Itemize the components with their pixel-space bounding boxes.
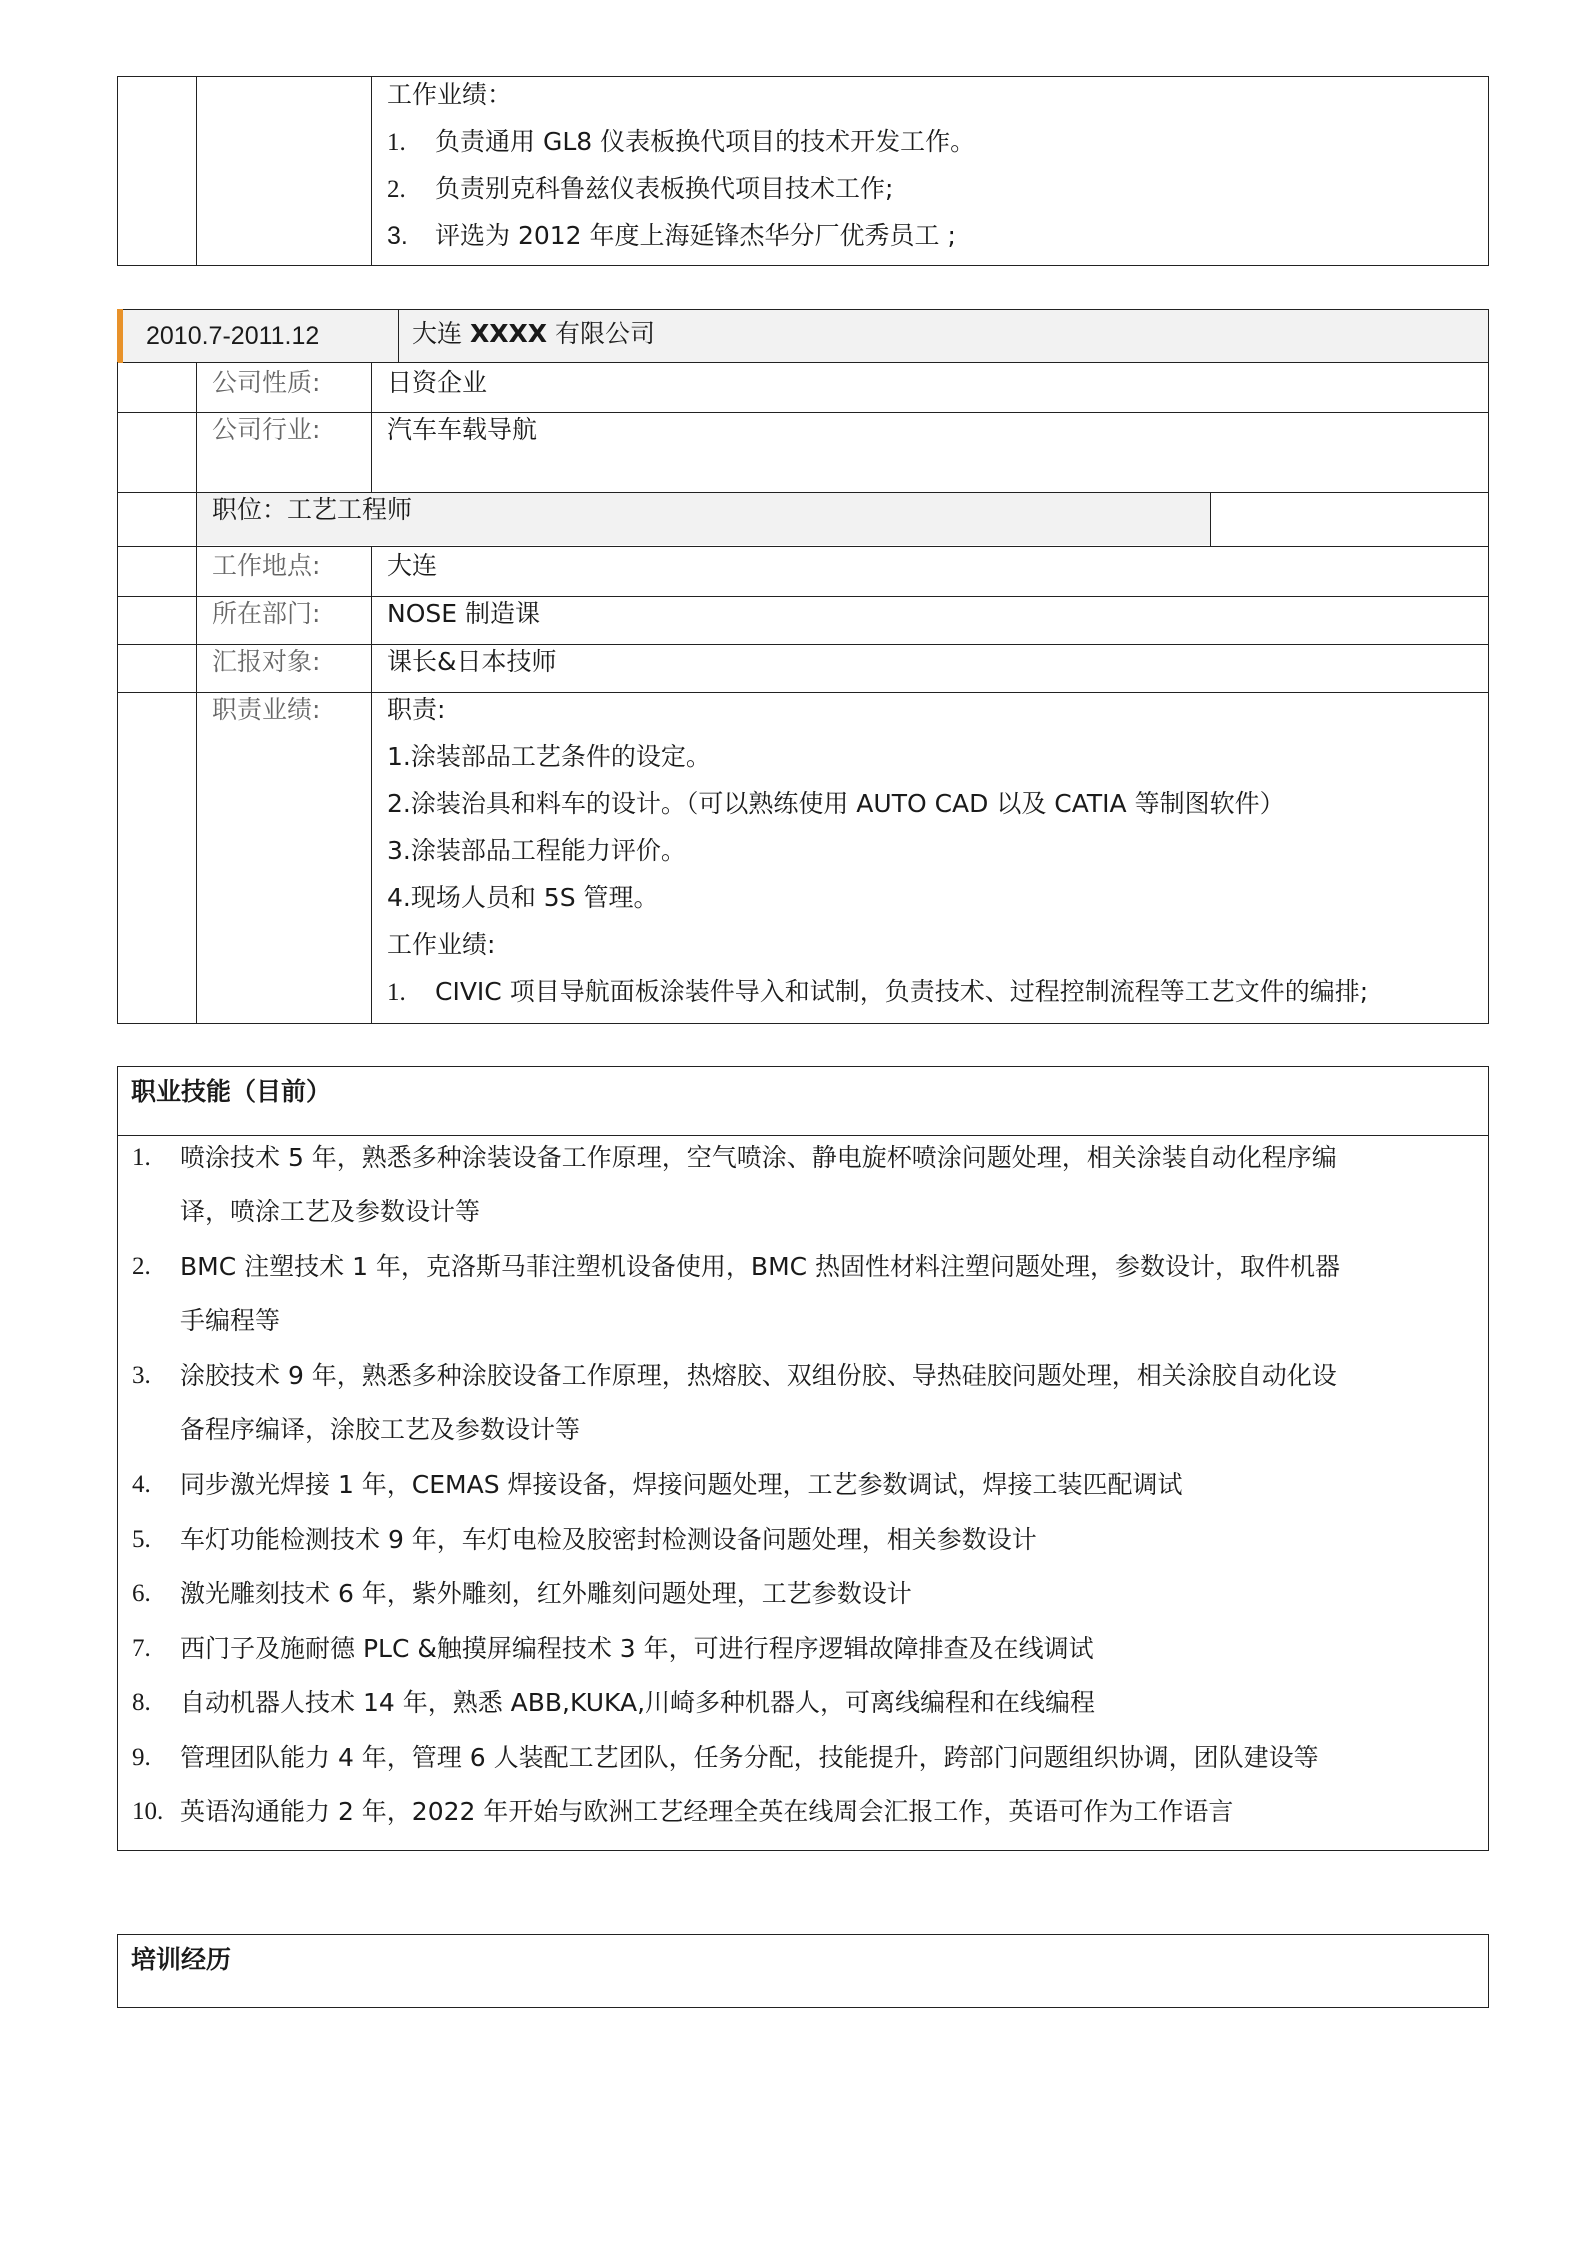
skill-item	[132, 1131, 1482, 1239]
duty-item: 4.现场人员和 5S 管理。	[387, 883, 659, 912]
row-divider	[117, 644, 1489, 645]
list-number: 10.	[132, 1798, 164, 1825]
skill-item	[132, 1458, 1482, 1512]
row-divider	[117, 412, 1489, 413]
job1-col-divider-1	[196, 76, 197, 266]
duty-item: 2.涂装治具和料车的设计。（可以熟练使用 AUTO CAD 以及 CATIA 等制图软件）	[387, 789, 1285, 818]
list-number: 1.	[132, 1144, 151, 1171]
skill-item	[132, 1349, 1482, 1457]
skill-line-1: 车灯功能检测技术 9 年，车灯电检及胶密封检测设备问题处理，相关参数设计	[180, 1525, 1037, 1554]
training-table	[117, 1934, 1489, 2008]
skill-line-2: 备程序编译，涂胶工艺及参数设计等	[180, 1415, 581, 1444]
skill-line-1: 激光雕刻技术 6 年，紫外雕刻，红外雕刻问题处理，工艺参数设计	[180, 1579, 912, 1608]
list-number: 3.	[387, 222, 408, 250]
skill-item	[132, 1676, 1482, 1730]
list-number: 7.	[132, 1635, 151, 1662]
list-number: 2.	[132, 1253, 151, 1280]
list-number: 6.	[132, 1580, 151, 1607]
job2-position-divider	[1210, 492, 1211, 546]
skill-line-2: 手编程等	[180, 1306, 281, 1335]
row-divider	[117, 596, 1489, 597]
skill-item	[132, 1785, 1482, 1839]
list-text: 负责别克科鲁兹仪表板换代项目技术工作;	[435, 174, 894, 203]
list-text: 评选为 2012 年度上海延锋杰华分厂优秀员工 ;	[435, 221, 956, 250]
company-suffix: 有限公司	[547, 319, 656, 348]
job2-header-divider	[398, 309, 399, 363]
list-number: 9.	[132, 1744, 151, 1771]
job2-col-divider-2a	[371, 362, 372, 492]
job2-col-divider-2b	[371, 546, 372, 1024]
duty-title: 职责:	[387, 695, 446, 724]
job2-achievement-item	[387, 976, 1368, 1009]
job1-item-2	[387, 173, 893, 206]
row-divider	[117, 546, 1489, 547]
duty-item: 3.涂装部品工程能力评价。	[387, 836, 686, 865]
list-number: 1.	[387, 979, 406, 1006]
industry-value: 汽车车载导航	[387, 415, 538, 444]
report-value: 课长&日本技师	[387, 647, 557, 676]
nature-value: 日资企业	[387, 368, 488, 397]
skill-line-1: 西门子及施耐德 PLC &触摸屏编程技术 3 年，可进行程序逻辑故障排查及在线调试	[180, 1634, 1094, 1663]
list-text: 负责通用 GL8 仪表板换代项目的技术开发工作。	[435, 127, 976, 156]
job2-company	[412, 318, 655, 350]
skills-title: 职业技能（目前）	[131, 1077, 332, 1106]
skill-item	[132, 1240, 1482, 1348]
training-title: 培训经历	[131, 1945, 232, 1974]
skill-line-1: BMC 注塑技术 1 年，克洛斯马菲注塑机设备使用，BMC 热固性材料注塑问题处理，参数设计，取件机器	[180, 1252, 1341, 1281]
company-prefix: 大连	[412, 319, 470, 348]
skill-line-1: 涂胶技术 9 年，熟悉多种涂胶设备工作原理，热熔胶、双组份胶、导热硅胶问题处理，相关涂胶自动化设	[180, 1361, 1337, 1390]
skill-line-1: 管理团队能力 4 年，管理 6 人装配工艺团队，任务分配，技能提升，跨部门问题组织协调，团队建设等	[180, 1743, 1319, 1772]
position-title: 职位：工艺工程师	[212, 495, 413, 524]
job2-period: 2010.7-2011.12	[146, 322, 320, 350]
job1-item-3	[387, 220, 956, 252]
job1-achievements-title: 工作业绩：	[387, 80, 513, 109]
skill-line-1: 自动机器人技术 14 年，熟悉 ABB,KUKA,川崎多种机器人，可离线编程和在线编程	[180, 1688, 1096, 1717]
list-text: CIVIC 项目导航面板涂装件导入和试制，负责技术、过程控制流程等工艺文件的编排;	[435, 977, 1369, 1006]
nature-label: 公司性质:	[212, 368, 321, 397]
list-number: 4.	[132, 1471, 151, 1498]
skill-item	[132, 1622, 1482, 1676]
job2-accent-bar	[117, 309, 123, 363]
report-label: 汇报对象:	[212, 647, 321, 676]
dept-label: 所在部门:	[212, 599, 321, 628]
list-number: 3.	[132, 1362, 151, 1389]
skill-item	[132, 1513, 1482, 1567]
skill-item	[132, 1567, 1482, 1621]
dept-value: NOSE 制造课	[387, 599, 540, 628]
skill-line-1: 英语沟通能力 2 年，2022 年开始与欧洲工艺经理全英在线周会汇报工作，英语可作为工作语言	[180, 1797, 1234, 1826]
list-number: 2.	[387, 176, 406, 203]
duty-item: 1.涂装部品工艺条件的设定。	[387, 742, 711, 771]
skill-line-1: 喷涂技术 5 年，熟悉多种涂装设备工作原理，空气喷涂、静电旋杯喷涂问题处理，相关涂装自动化程序编	[180, 1143, 1337, 1172]
row-divider	[117, 692, 1489, 693]
job2-header-row	[117, 309, 1489, 363]
skill-item	[132, 1731, 1482, 1785]
skill-line-1: 同步激光焊接 1 年，CEMAS 焊接设备，焊接问题处理，工艺参数调试，焊接工装匹配调试	[180, 1470, 1183, 1499]
location-label: 工作地点:	[212, 551, 321, 580]
location-value: 大连	[387, 551, 438, 580]
job2-col-divider-1	[196, 362, 197, 1024]
job2-table	[117, 362, 1489, 1024]
job1-col-divider-2	[371, 76, 372, 266]
list-number: 5.	[132, 1526, 151, 1553]
duty-label: 职责业绩:	[212, 695, 321, 724]
job1-item-1	[387, 126, 975, 159]
skill-line-2: 译，喷涂工艺及参数设计等	[180, 1197, 481, 1226]
industry-label: 公司行业:	[212, 415, 321, 444]
list-number: 1.	[387, 129, 406, 156]
list-number: 8.	[132, 1689, 151, 1716]
company-name: XXXX	[469, 319, 548, 348]
job2-achievements-title: 工作业绩:	[387, 930, 496, 959]
